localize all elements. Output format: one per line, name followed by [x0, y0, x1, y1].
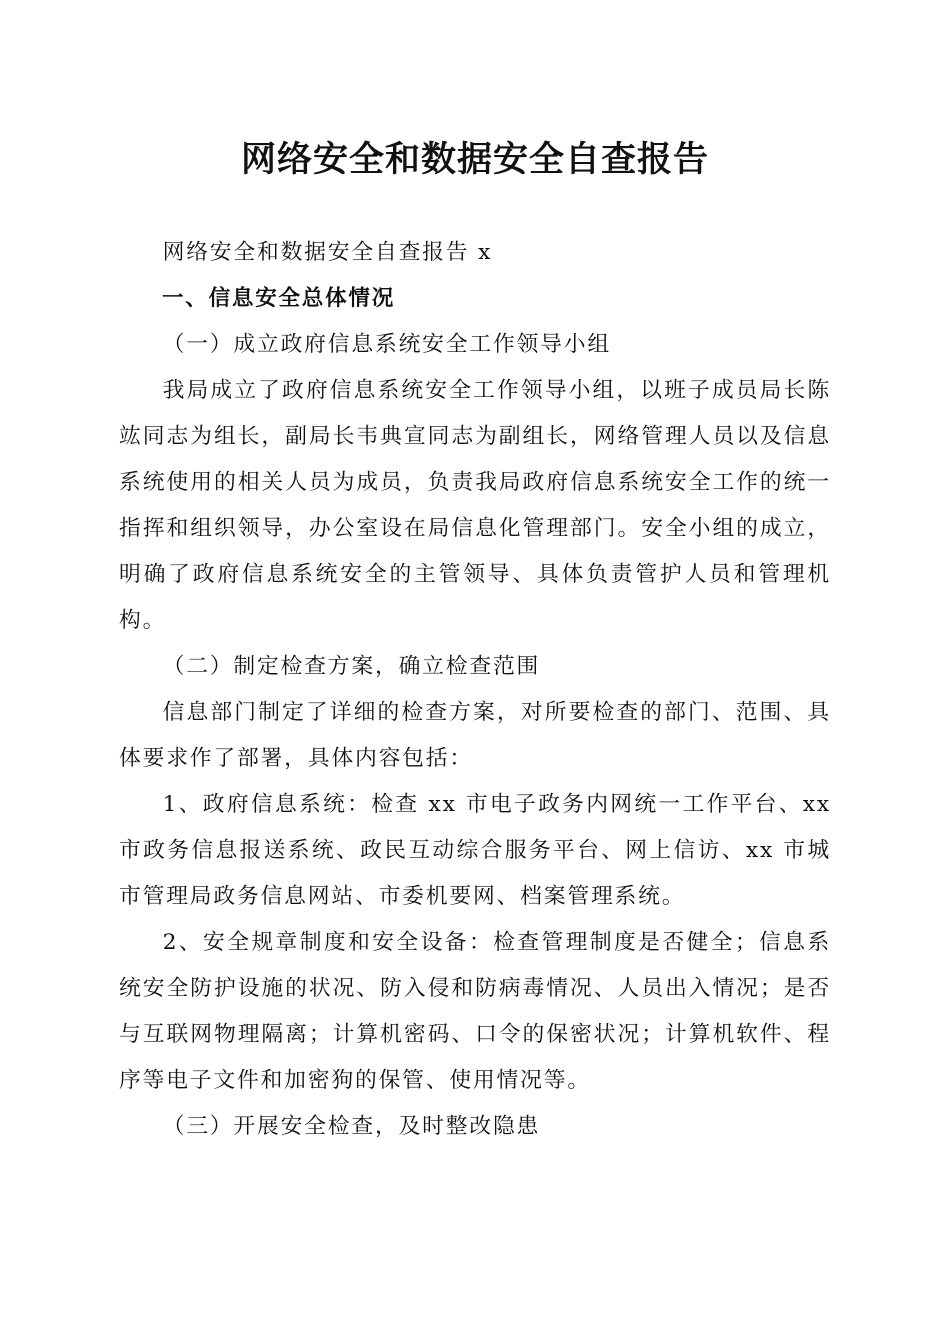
subsection-heading-2: （二）制定检查方案，确立检查范围	[162, 654, 541, 679]
document-body	[119, 230, 831, 1150]
paragraph-leadership-group: 我局成立了政府信息系统安全工作领导小组，以班子成员局长陈竑同志为组长，副局长韦典宣同志为副组长，网络管理人员以及信息系统使用的相关人员为成员，负责我局政府信息系统安全工作的统一指挥和组织领导，办公室设在局信息化管理部门。安全小组的成立，明确了政府信息系统安全的主管领导、具体负责管护人员和管理机构。	[119, 378, 831, 633]
paragraph-inspection-plan: 信息部门制定了详细的检查方案，对所要检查的部门、范围、具体要求作了部署，具体内容包括：	[119, 700, 831, 771]
document-title: 网络安全和数据安全自查报告	[240, 139, 709, 180]
section-heading-1: 一、信息安全总体情况	[162, 286, 396, 311]
subtitle-line: 网络安全和数据安全自查报告 x	[162, 240, 493, 265]
list-item-1: 1、政府信息系统：检查 xx 市电子政务内网统一工作平台、xx 市政务信息报送系统、政民互动综合服务平台、网上信访、xx 市城市管理局政务信息网站、市委机要网、档案管理系统。	[119, 792, 831, 909]
subsection-heading-1: （一）成立政府信息系统安全工作领导小组	[162, 332, 611, 357]
list-item-2: 2、安全规章制度和安全设备：检查管理制度是否健全；信息系统安全防护设施的状况、防入侵和防病毒情况、人员出入情况；是否与互联网物理隔离；计算机密码、口令的保密状况；计算机软件、程序等电子文件和加密狗的保管、使用情况等。	[119, 930, 831, 1093]
subsection-heading-3: （三）开展安全检查，及时整改隐患	[162, 1114, 541, 1139]
